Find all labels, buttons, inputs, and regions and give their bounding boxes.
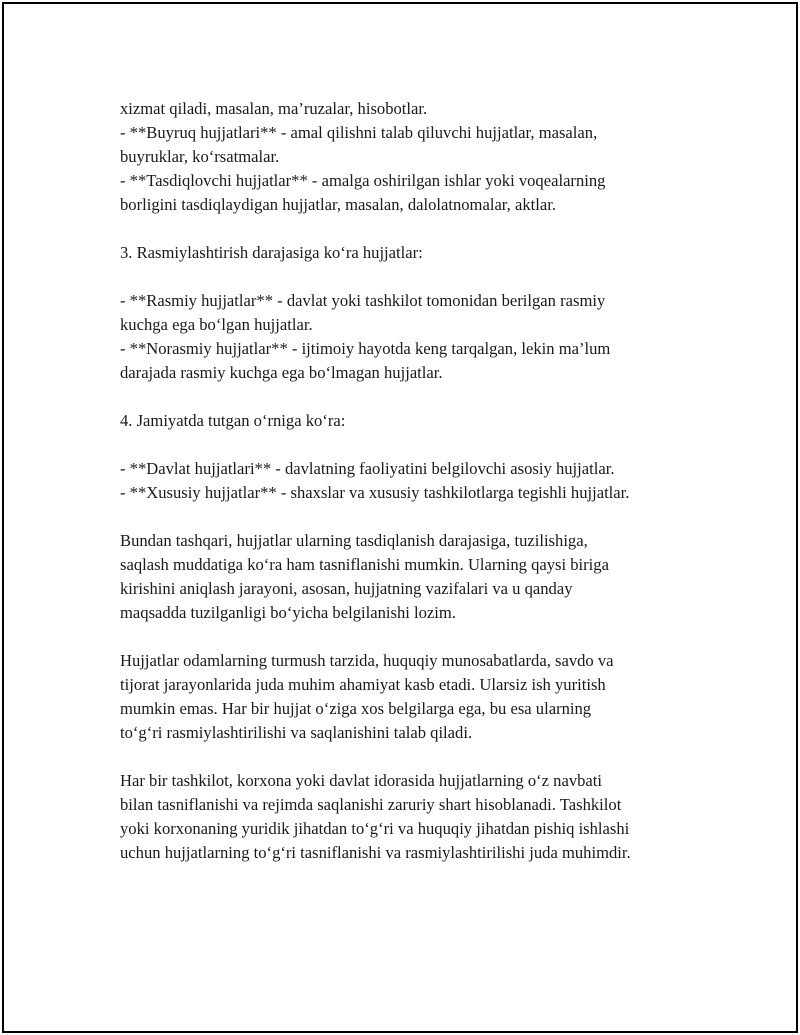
text-line: - **Xususiy hujjatlar** - shaxslar va xususiy tashkilotlarga tegishli hujjatlar. <box>120 483 630 502</box>
paragraph-gap <box>120 217 700 241</box>
paragraph-2-heading <box>120 241 700 265</box>
paragraph-1 <box>120 97 700 217</box>
text-line: kirishini aniqlash jarayoni, asosan, hujjatning vazifalari va u qanday <box>120 579 573 598</box>
text-line: saqlash muddatiga ko‘ra ham tasniflanishi mumkin. Ularning qaysi biriga <box>120 555 609 574</box>
paragraph-gap <box>120 625 700 649</box>
paragraph-gap <box>120 505 700 529</box>
paragraph-7 <box>120 649 700 745</box>
paragraph-6 <box>120 529 700 625</box>
document-body <box>120 97 700 865</box>
paragraph-gap <box>120 265 700 289</box>
text-line: maqsadda tuzilganligi bo‘yicha belgilanishi lozim. <box>120 603 456 622</box>
text-line: to‘g‘ri rasmiylashtirilishi va saqlanishini talab qiladi. <box>120 723 473 742</box>
paragraph-gap <box>120 745 700 769</box>
text-line: buyruklar, ko‘rsatmalar. <box>120 147 280 166</box>
text-line: - **Norasmiy hujjatlar** - ijtimoiy hayotda keng tarqalgan, lekin ma’lum <box>120 339 611 358</box>
text-line: Hujjatlar odamlarning turmush tarzida, huquqiy munosabatlarda, savdo va <box>120 651 614 670</box>
paragraph-5 <box>120 457 700 505</box>
paragraph-gap <box>120 433 700 457</box>
paragraph-4-heading <box>120 409 700 433</box>
text-line: tijorat jarayonlarida juda muhim ahamiyat kasb etadi. Ularsiz ish yuritish <box>120 675 606 694</box>
text-line: kuchga ega bo‘lgan hujjatlar. <box>120 315 313 334</box>
paragraph-gap <box>120 385 700 409</box>
text-line: Bundan tashqari, hujjatlar ularning tasdiqlanish darajasiga, tuzilishiga, <box>120 531 588 550</box>
section-heading: 4. Jamiyatda tutgan o‘rniga ko‘ra: <box>120 411 346 430</box>
text-line: mumkin emas. Har bir hujjat o‘ziga xos belgilarga ega, bu esa ularning <box>120 699 592 718</box>
text-line: yoki korxonaning yuridik jihatdan to‘g‘ri va huquqiy jihatdan pishiq ishlashi <box>120 819 630 838</box>
text-line: - **Rasmiy hujjatlar** - davlat yoki tashkilot tomonidan berilgan rasmiy <box>120 291 606 310</box>
paragraph-8 <box>120 769 700 865</box>
text-line: uchun hujjatlarning to‘g‘ri tasniflanishi va rasmiylashtirilishi juda muhimdir. <box>120 843 631 862</box>
text-line: borligini tasdiqlaydigan hujjatlar, masalan, dalolatnomalar, aktlar. <box>120 195 556 214</box>
text-line: xizmat qiladi, masalan, ma’ruzalar, hisobotlar. <box>120 99 428 118</box>
text-line: - **Tasdiqlovchi hujjatlar** - amalga oshirilgan ishlar yoki voqealarning <box>120 171 606 190</box>
document-page <box>2 2 798 1033</box>
text-line: - **Buyruq hujjatlari** - amal qilishni talab qiluvchi hujjatlar, masalan, <box>120 123 598 142</box>
text-line: bilan tasniflanishi va rejimda saqlanishi zaruriy shart hisoblanadi. Tashkilot <box>120 795 622 814</box>
text-line: Har bir tashkilot, korxona yoki davlat idorasida hujjatlarning o‘z navbati <box>120 771 603 790</box>
text-line: - **Davlat hujjatlari** - davlatning faoliyatini belgilovchi asosiy hujjatlar. <box>120 459 615 478</box>
section-heading: 3. Rasmiylashtirish darajasiga ko‘ra hujjatlar: <box>120 243 423 262</box>
paragraph-3 <box>120 289 700 385</box>
text-line: darajada rasmiy kuchga ega bo‘lmagan hujjatlar. <box>120 363 443 382</box>
